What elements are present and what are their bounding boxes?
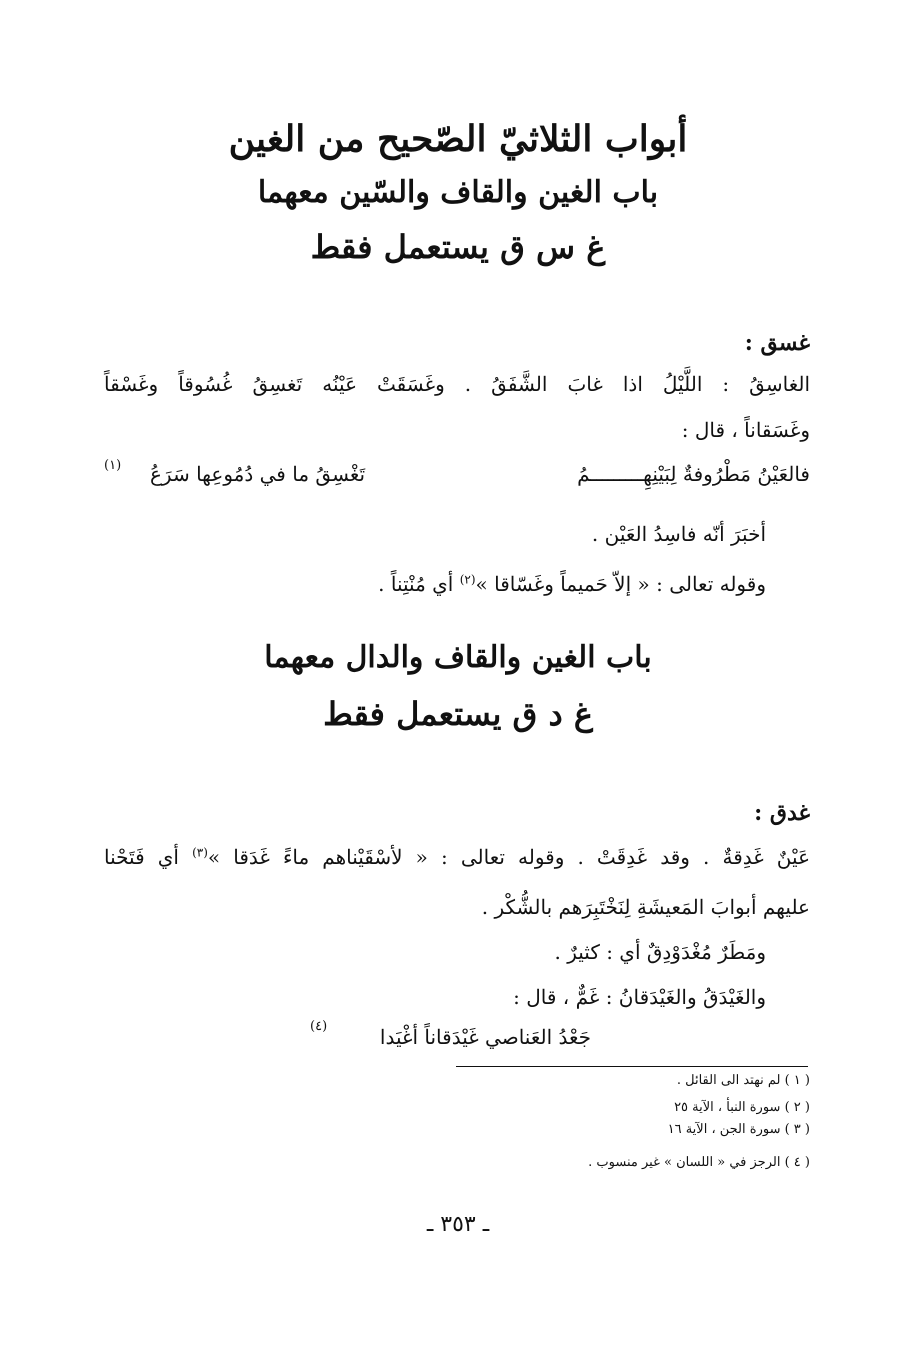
footnote: ( ٢ ) سورة النبأ ، الآية ٢٥ — [674, 1100, 810, 1115]
entry-text-line — [104, 845, 810, 869]
entry-text-line: عليهم أبوابَ المَعيشَةِ لِنَخْتَبِرَهم بالشُّكْر . — [481, 895, 810, 919]
gloss-text: أي فَتَحْنا — [104, 845, 193, 869]
footnote-ref: (٣) — [192, 845, 208, 860]
footnote-ref: (١) — [104, 458, 122, 473]
entry-text-line: ومَطَرٌ مُغْدَوْدِقٌ أي : كثيرٌ . — [554, 940, 766, 964]
entry-text-line: الغاسِقُ : اللَّيْلُ اذا غابَ الشَّفَقُ . وغَسَقَتْ عَيْنُه تَغسِقُ غُسُوقاً وغَسْقاً — [104, 372, 810, 396]
chapter-title: أبواب الثلاثيّ الصّحيح من الغين — [228, 118, 688, 160]
footnote-ref: (٤) — [310, 1019, 328, 1034]
footnote: ( ٤ ) الرجز في « اللسان » غير منسوب . — [588, 1155, 810, 1170]
gloss-text: أي مُنْتِناً . — [378, 572, 460, 596]
footnote: ( ٣ ) سورة الجن ، الآية ١٦ — [667, 1122, 810, 1137]
entry-text-line — [378, 572, 766, 596]
verse-first-hemistich: فالعَيْنُ مَطْرُوفةٌ لِبَيْنِهِـــــــــمُ — [577, 462, 810, 486]
page-number: ـ ٣٥٣ ـ — [426, 1212, 490, 1237]
entry-text-line: وغَسَقاناً ، قال : — [681, 418, 810, 442]
section-title: باب الغين والقاف والسّين معهما — [257, 175, 659, 210]
footnote: ( ١ ) لم نهتد الى القائل . — [676, 1073, 810, 1088]
quran-quote: عَيْنٌ غَدِقةٌ . وقد غَدِقَتْ . وقوله تعالى : « لأسْقَيْناهم ماءً غَدَقا » — [207, 845, 811, 869]
verse-second-hemistich: تَغْسِقُ ما في دُمُوعِها سَرَعُ — [150, 462, 366, 486]
entry-text-line: أخبَرَ أنّه فاسِدُ العَيْن . — [591, 522, 766, 546]
section-subtitle: غ د ق يستعمل فقط — [323, 695, 593, 733]
quran-quote: وقوله تعالى : « إلاّ حَميماً وغَسّاقا » — [475, 572, 766, 596]
section-title: باب الغين والقاف والدال معهما — [264, 640, 652, 675]
footnote-separator — [456, 1066, 808, 1067]
entry-head: غسق : — [744, 330, 810, 356]
rajaz-verse: جَعْدُ العَناصي غَيْدَقاناً أغْيَدا — [379, 1025, 591, 1049]
entry-head: غدق : — [754, 800, 810, 826]
entry-text-line: والغَيْدَقُ والغَيْدَقانُ : غَمٌّ ، قال : — [513, 985, 766, 1009]
section-subtitle: غ س ق يستعمل فقط — [310, 228, 606, 266]
footnote-ref: (٢) — [459, 572, 476, 587]
